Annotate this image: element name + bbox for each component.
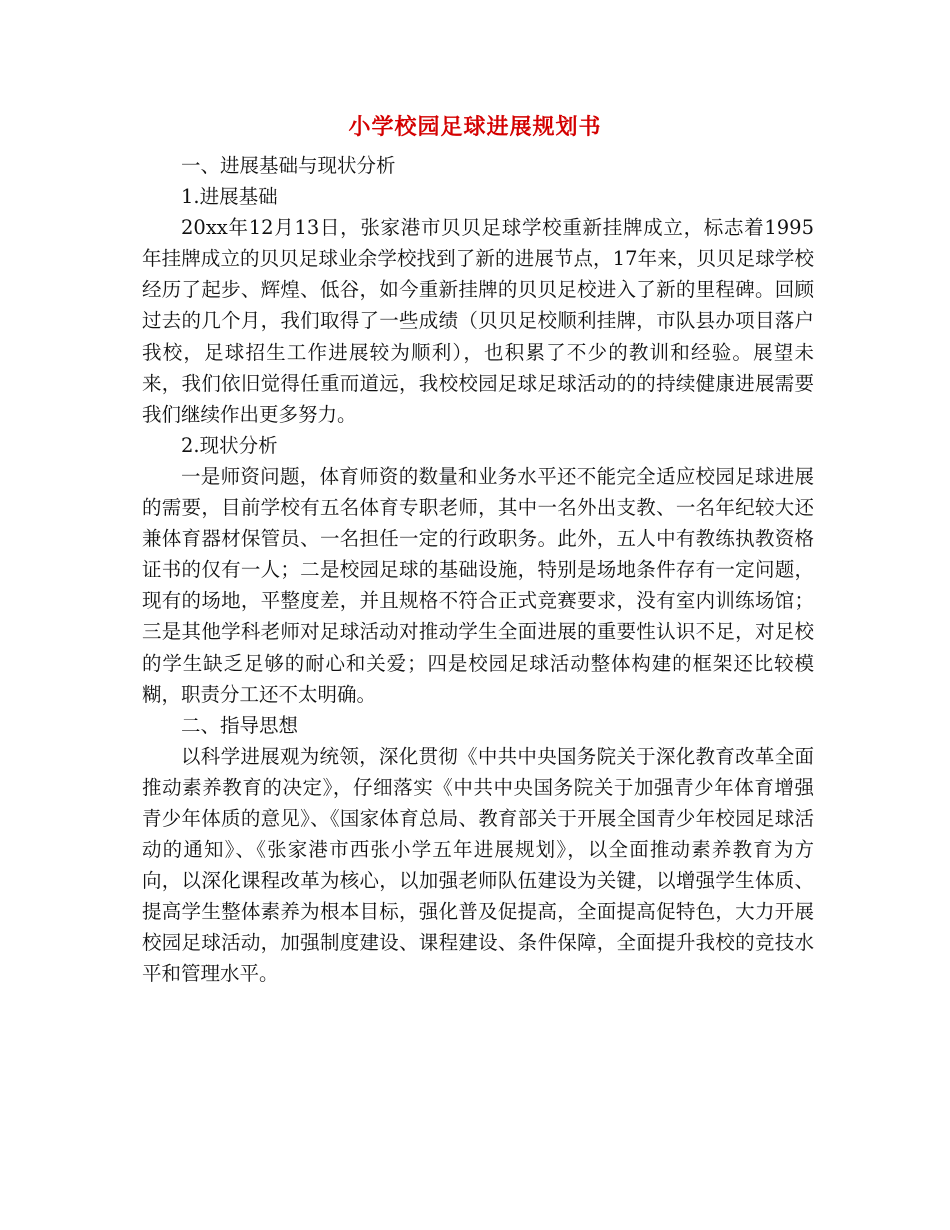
section-heading-2: 二、指导思想 <box>181 713 299 737</box>
paragraph-development-basis: 20xx年12月13日，张家港市贝贝足球学校重新挂牌成立，标志着1995年挂牌成立的贝贝足球业余学校找到了新的进展节点，17年来，贝贝足球学校经历了起步、辉煌、低谷，如今重新挂牌的贝贝足校进入了新的里程碑。回顾过去的几个月，我们取得了一些成绩（贝贝足校顺利挂牌，市队县办项目落户我校，足球招生工作进展较为顺利），也积累了不少的教训和经验。展望未来，我们依旧觉得任重而道远，我校校园足球足球活动的的持续健康进展需要我们继续作出更多努力。 <box>142 216 814 426</box>
paragraph-current-analysis: 一是师资问题，体育师资的数量和业务水平还不能完全适应校园足球进展的需要，目前学校有五名体育专职老师，其中一名外出支教、一名年纪较大还兼体育器材保管员、一名担任一定的行政职务。此外，五人中有教练执教资格证书的仅有一人；二是校园足球的基础设施，特别是场地条件存有一定问题，现有的场地，平整度差，并且规格不符合正式竞赛要求，没有室内训练场馆；三是其他学科老师对足球活动对推动学生全面进展的重要性认识不足，对足校的学生缺乏足够的耐心和关爱；四是校园足球活动整体构建的框架还比较模糊，职责分工还不太明确。 <box>142 464 814 706</box>
paragraph-guiding-thought: 以科学进展观为统领，深化贯彻《中共中央国务院关于深化教育改革全面推动素养教育的决定》，仔细落实《中共中央国务院关于加强青少年体育增强青少年体质的意见》、《国家体育总局、教育部关于开展全国青少年校园足球活动的通知》、《张家港市西张小学五年进展规划》，以全面推动素养教育为方向，以深化课程改革为核心，以加强老师队伍建设为关键，以增强学生体质、提高学生整体素养为根本目标，强化普及促提高，全面提高促特色，大力开展校园足球活动，加强制度建设、课程建设、条件保障，全面提升我校的竞技水平和管理水平。 <box>142 744 814 986</box>
subsection-heading-2: 2.现状分析 <box>181 433 278 457</box>
document-body <box>142 150 814 990</box>
section-heading-1: 一、进展基础与现状分析 <box>181 154 396 177</box>
subsection-heading-1: 1.进展基础 <box>181 185 278 209</box>
document-title: 小学校园足球进展规划书 <box>348 114 602 140</box>
